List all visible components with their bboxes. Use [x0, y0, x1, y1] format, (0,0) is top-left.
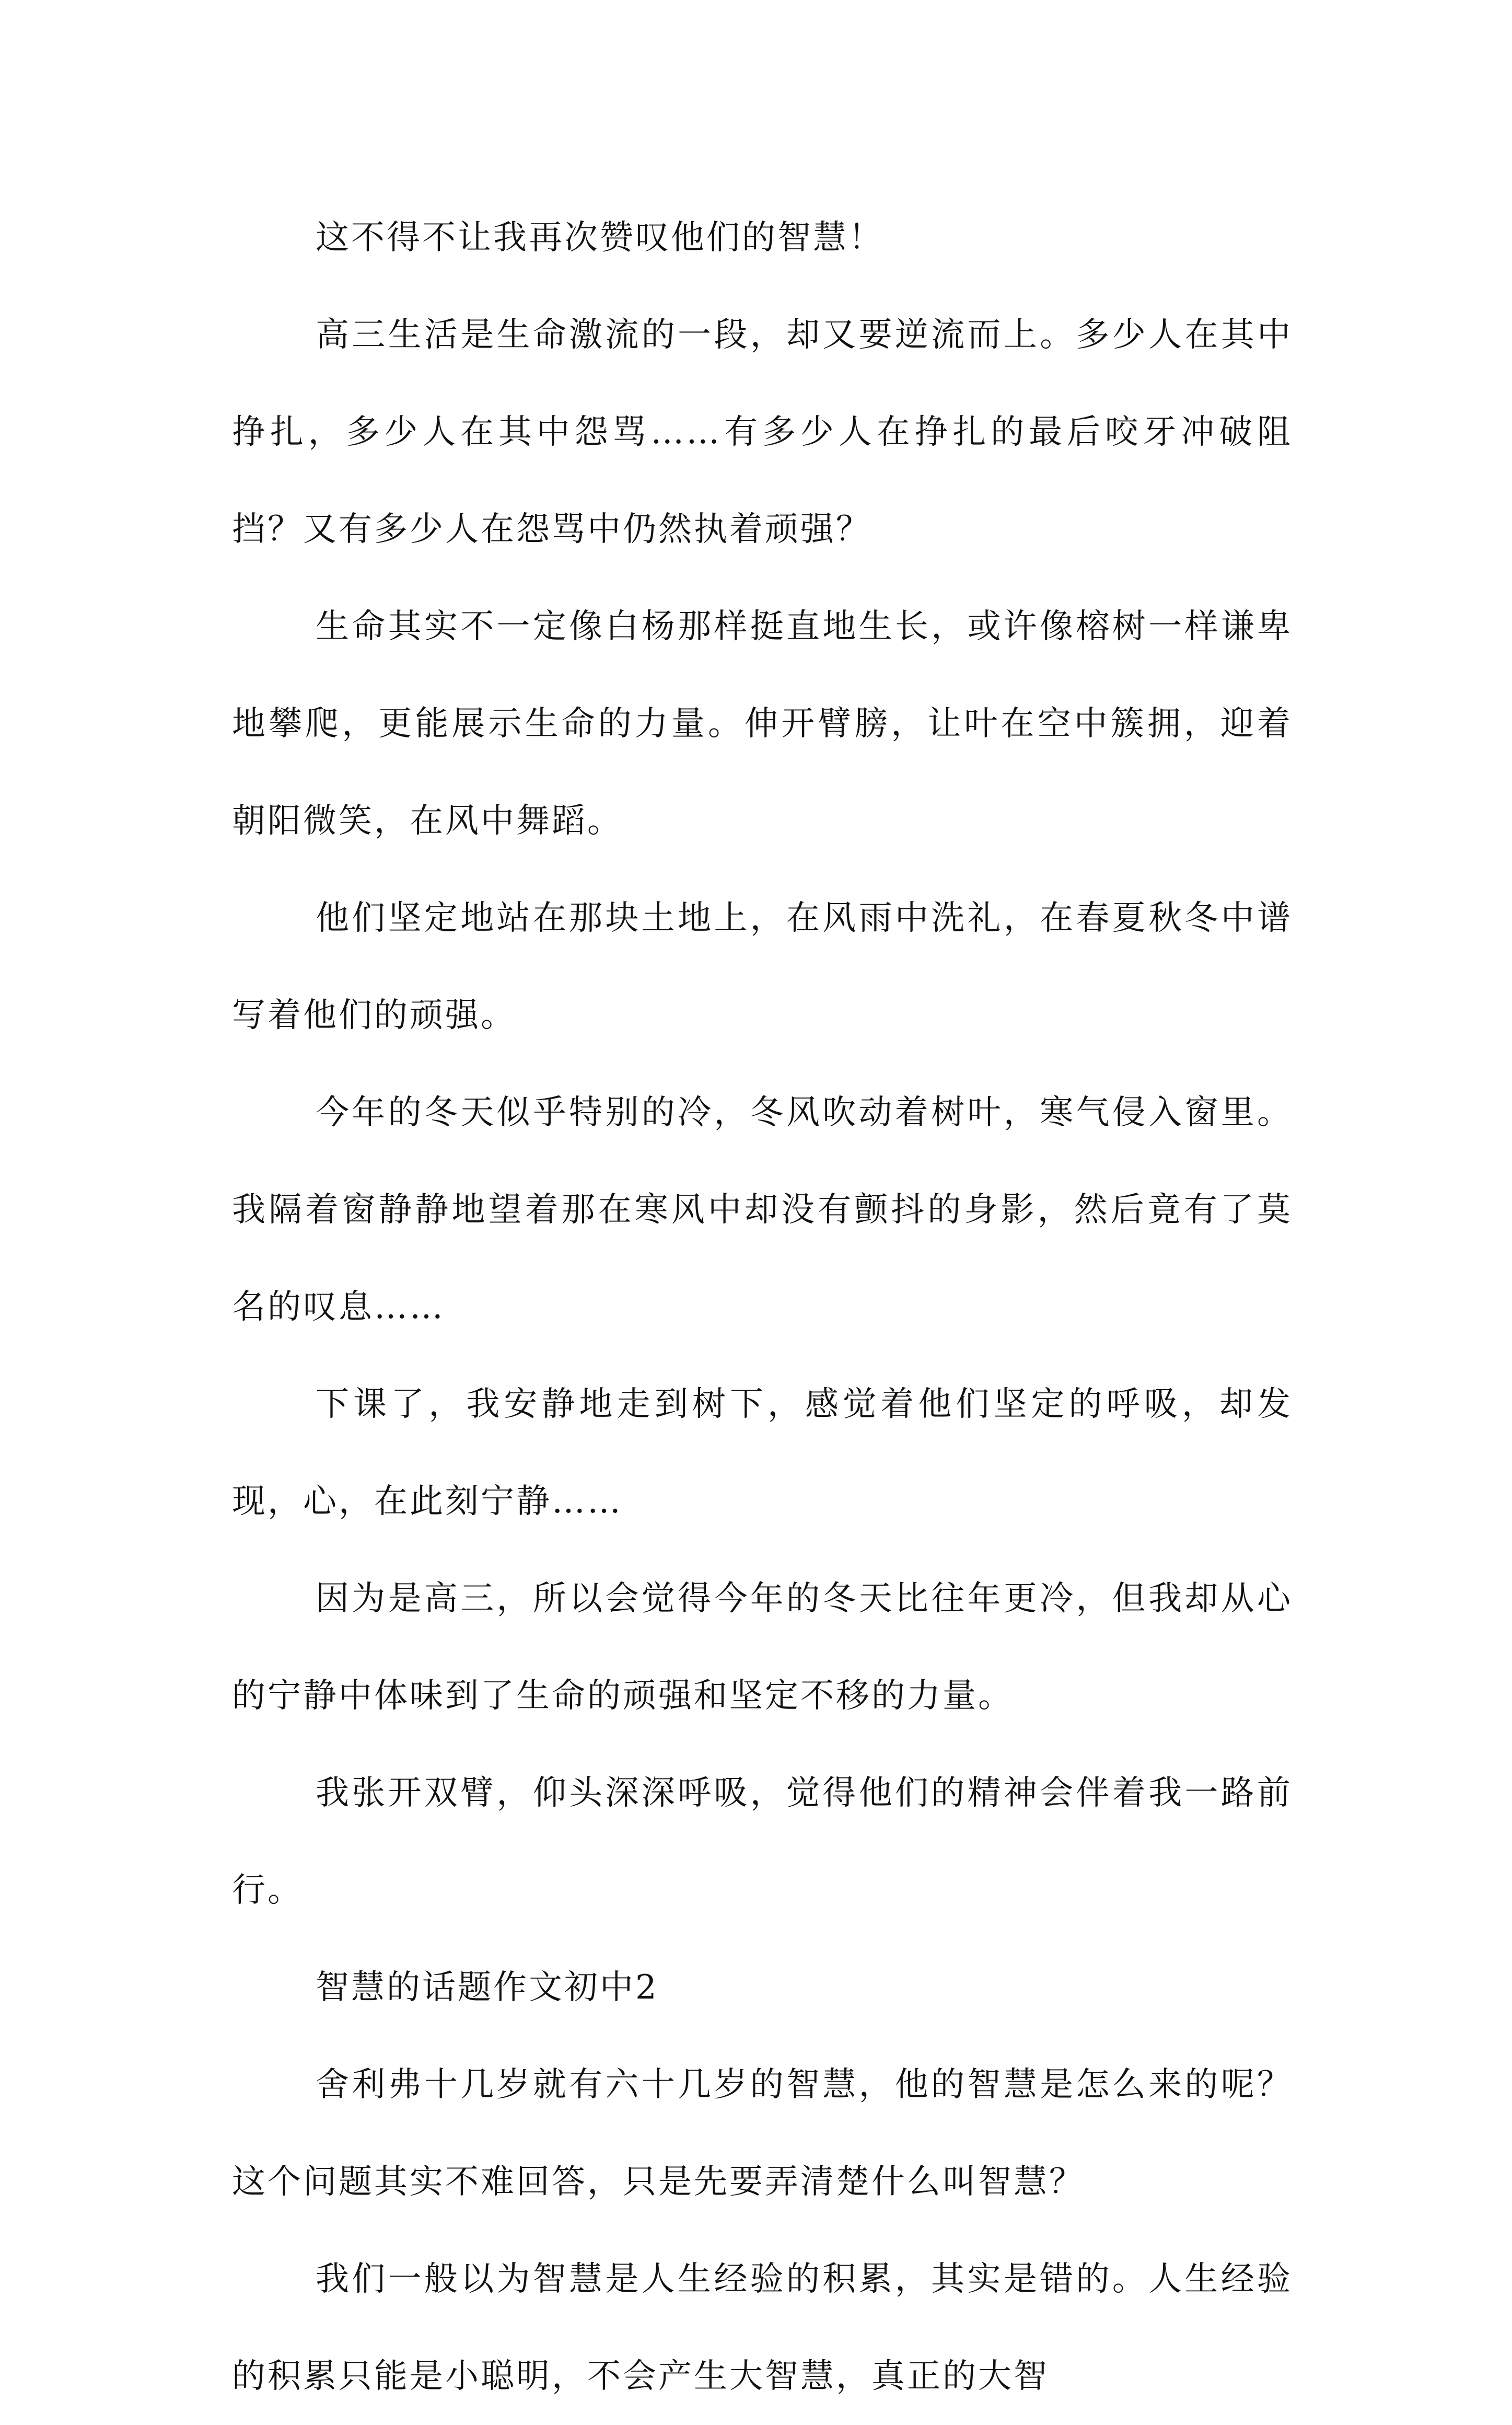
- paragraph: 因为是高三，所以会觉得今年的冬天比往年更冷，但我却从心的宁静中体味到了生命的顽强和坚定不移的力量。: [232, 1579, 1293, 1715]
- paragraph: 我张开双臂，仰头深深呼吸，觉得他们的精神会伴着我一路前行。: [232, 1774, 1293, 1910]
- article-body: [232, 189, 1293, 2425]
- paragraph: 下课了，我安静地走到树下，感觉着他们坚定的呼吸，却发现，心，在此刻宁静……: [232, 1385, 1293, 1521]
- paragraph: 今年的冬天似乎特别的冷，冬风吹动着树叶，寒气侵入窗里。我隔着窗静静地望着那在寒风中却没有颤抖的身影，然后竟有了莫名的叹息……: [232, 1093, 1293, 1326]
- paragraph: 高三生活是生命激流的一段，却又要逆流而上。多少人在其中挣扎，多少人在其中怨骂……有多少人在挣扎的最后咬牙冲破阻挡？又有多少人在怨骂中仍然执着顽强？: [232, 316, 1293, 549]
- paragraph: 这不得不让我再次赞叹他们的智慧！: [316, 218, 884, 257]
- paragraph: 舍利弗十几岁就有六十几岁的智慧，他的智慧是怎么来的呢？这个问题其实不难回答，只是先要弄清楚什么叫智慧？: [232, 2065, 1293, 2201]
- paragraph: 他们坚定地站在那块土地上，在风雨中洗礼，在春夏秋冬中谱写着他们的顽强。: [232, 899, 1293, 1035]
- section-heading: 智慧的话题作文初中2: [316, 1968, 659, 2007]
- paragraph: 我们一般以为智慧是人生经验的积累，其实是错的。人生经验的积累只能是小聪明，不会产生大智慧，真正的大智: [232, 2260, 1293, 2396]
- paragraph: 生命其实不一定像白杨那样挺直地生长，或许像榕树一样谦卑地攀爬，更能展示生命的力量。伸开臂膀，让叶在空中簇拥，迎着朝阳微笑，在风中舞蹈。: [232, 607, 1293, 840]
